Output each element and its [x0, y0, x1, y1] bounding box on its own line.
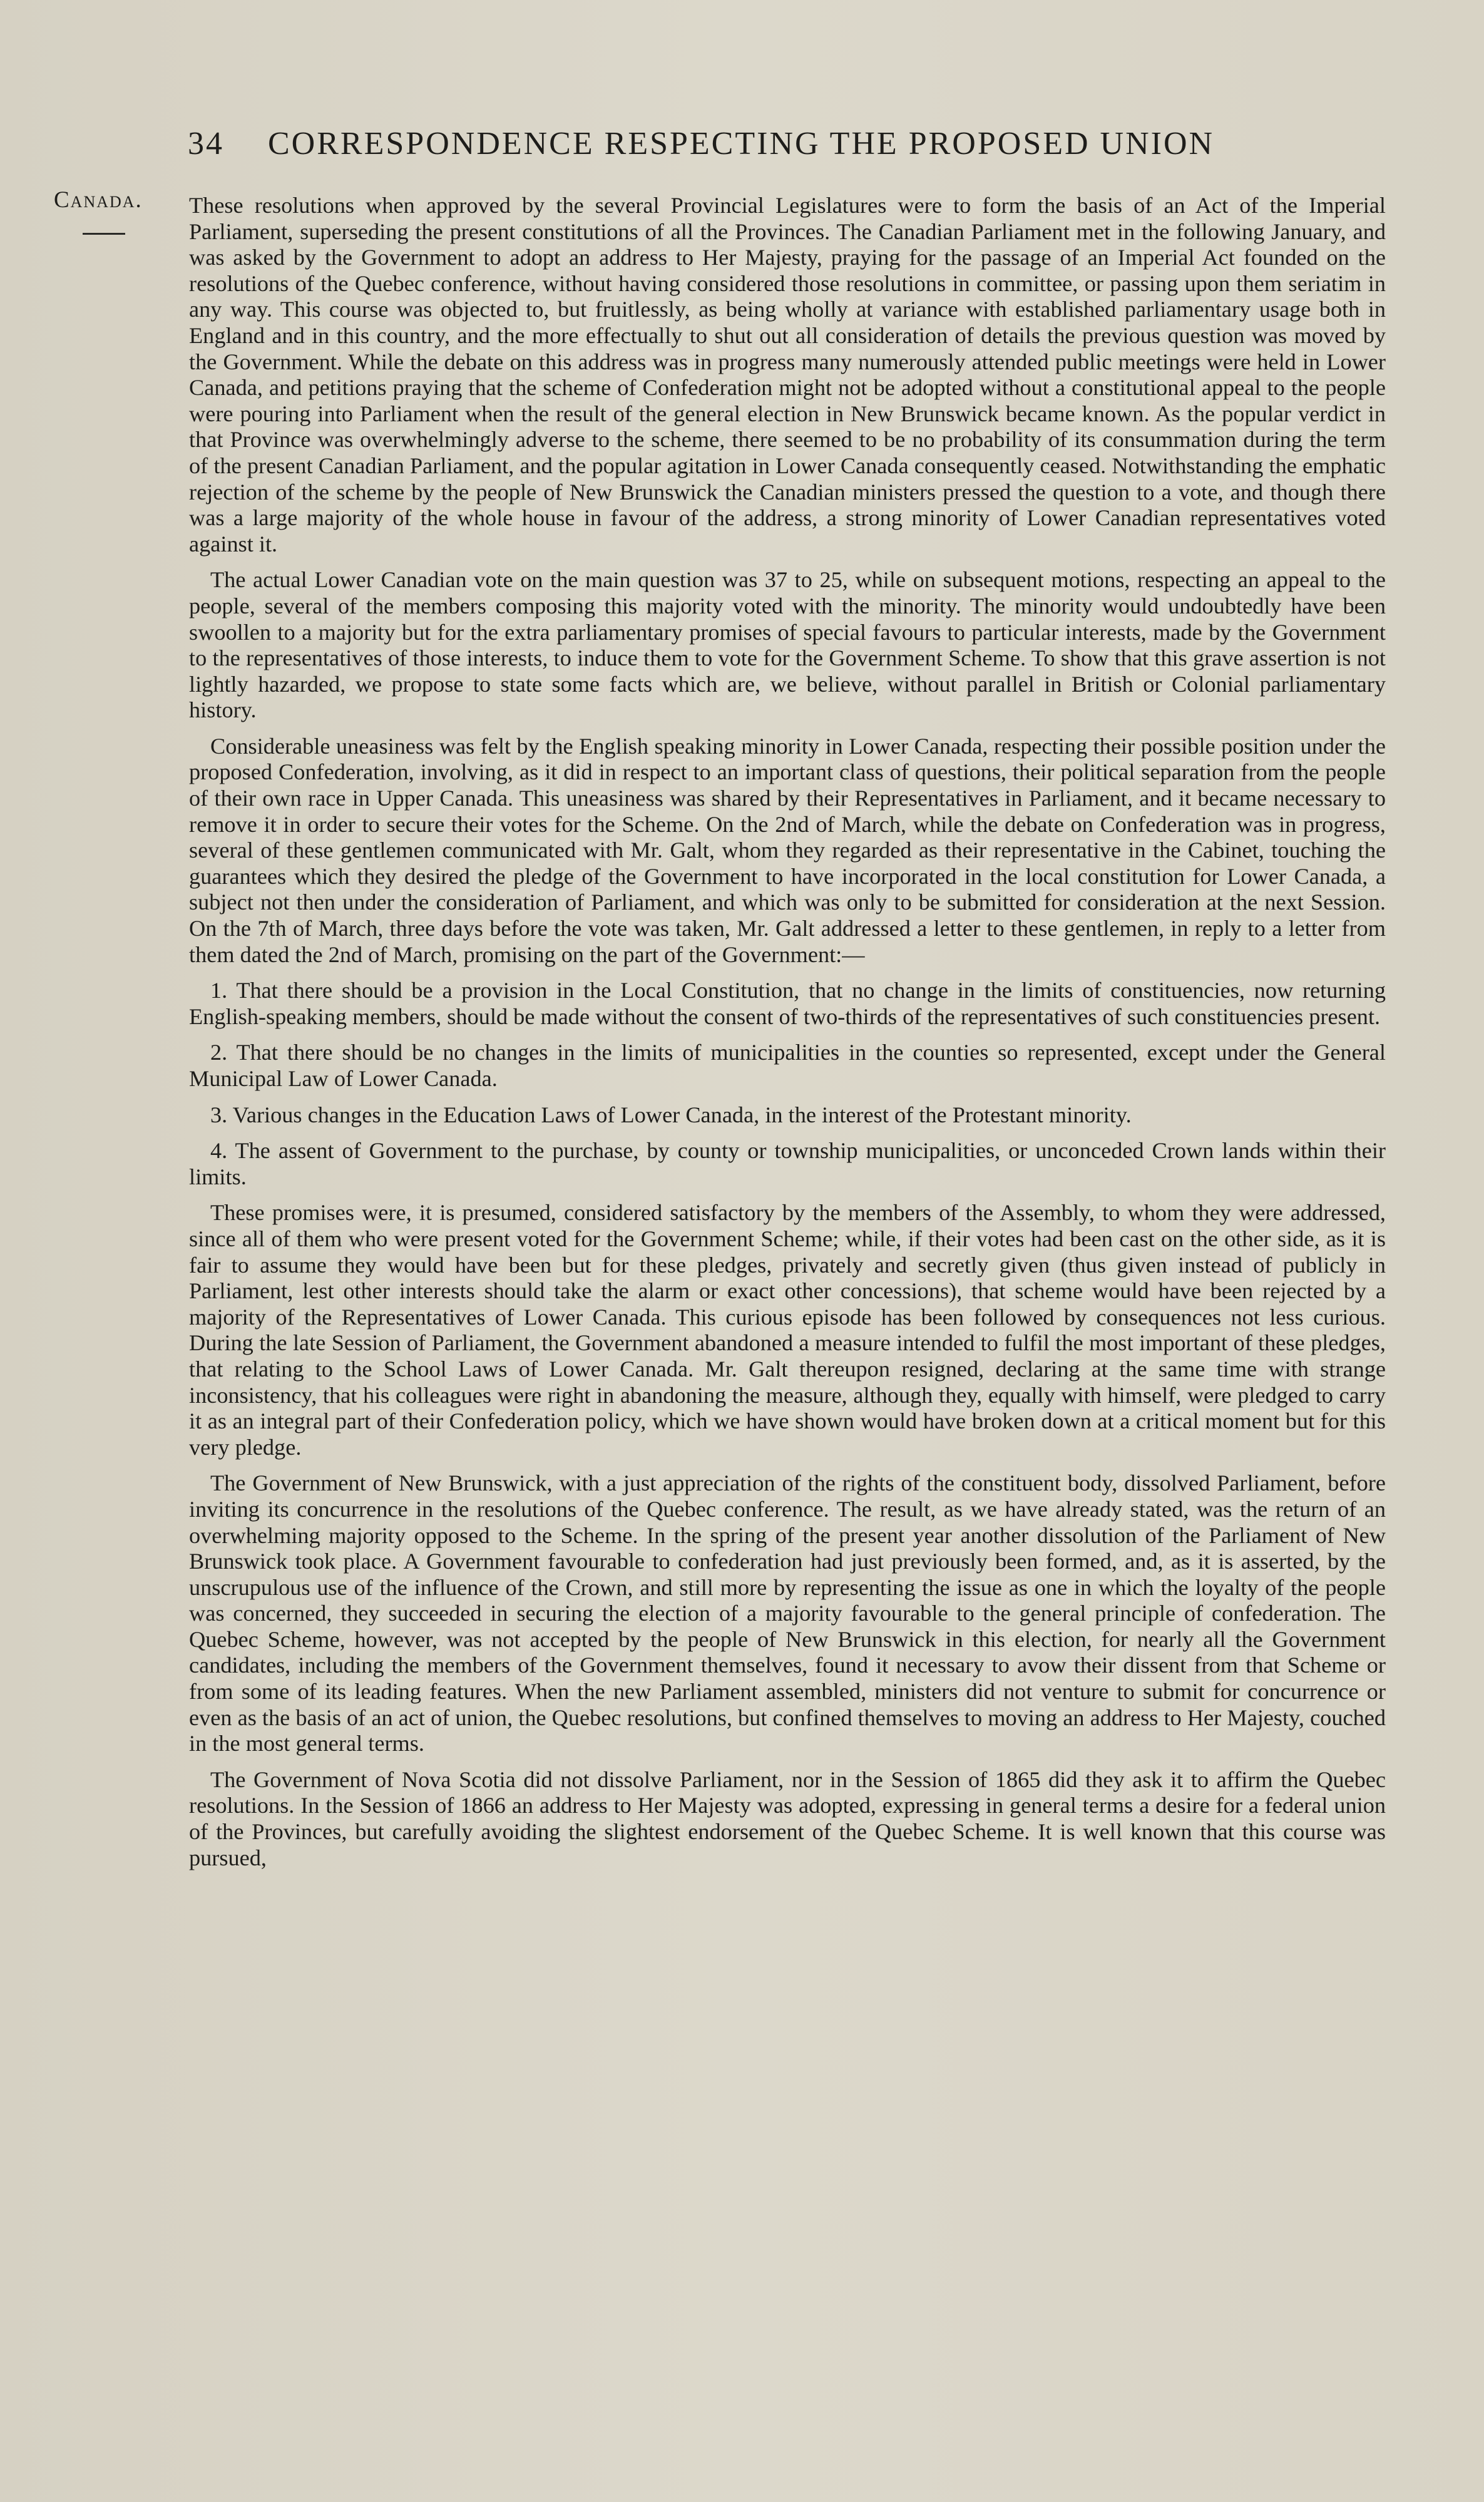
paragraph: The Government of New Brunswick, with a just appreciation of the rights of the constituent body, dissolved Parliament, before inviting its concurrence in the resolutions of the Quebec conference. The result, as we have already stated, was the return of an overwhelming majority opposed to the Scheme. In the spring of the present year another dissolution of the Parliament of New Brunswick took place. A Government favourable to confederation had just previously been formed, and, as it is asserted, by the unscrupulous use of the influence of the Crown, and still more by representing the issue as one in which the loyalty of the people was concerned, they succeeded in securing the election of a majority favourable to the general principle of confederation. The Quebec Scheme, however, was not accepted by the people of New Brunswick in this election, for nearly all the Government candidates, including the members of the Government themselves, found it necessary to avow their dissent from that Scheme or from some of its leading features. When the new Parliament assembled, ministers did not venture to submit for concurrence or even as the basis of an act of union, the Quebec resolutions, but confined themselves to moving an address to Her Majesty, couched in the most general terms.	[189, 1470, 1386, 1756]
paragraph: These resolutions when approved by the several Provincial Legislatures were to form the basis of an Act of the Imperial Parliament, superseding the present constitutions of all the Provinces. The Canadian Parliament met in the following January, and was asked by the Government to adopt an address to Her Majesty, praying for the passage of an Imperial Act founded on the resolutions of the Quebec conference, without having considered those resolutions in committee, or passing upon them seriatim in any way. This course was objected to, but fruitlessly, as being wholly at variance with established parliamentary usage both in England and in this country, and the more effectually to shut out all consideration of details the previous question was moved by the Government. While the debate on this address was in progress many numerously attended public meetings were held in Lower Canada, and petitions praying that the scheme of Confederation might not be adopted without a constitutional appeal to the people were pouring into Parliament when the result of the general election in New Brunswick became known. As the popular verdict in that Province was overwhelmingly adverse to the scheme, there seemed to be no probability of its consummation during the term of the present Canadian Parliament, and the popular agitation in Lower Canada consequently ceased. Notwithstanding the emphatic rejection of the scheme by the people of New Brunswick the Canadian ministers pressed the question to a vote, and though there was a large majority of the whole house in favour of the address, a strong minority of Lower Canadian representatives voted against it.	[189, 193, 1386, 556]
list-item: 1. That there should be a provision in the Local Constitution, that no change in the limits of constituencies, now returning English-speaking members, should be made without the consent of two-thirds of the representatives of such constituencies present.	[189, 978, 1386, 1029]
margin-note-rule	[83, 233, 125, 235]
margin-note: Canada.	[54, 187, 143, 213]
paragraph: Considerable uneasiness was felt by the English speaking minority in Lower Canada, respecting their possible position under the proposed Confederation, involving, as it did in respect to an important class of questions, their political separation from the people of their own race in Upper Canada. This uneasiness was shared by their Representatives in Parliament, and it became necessary to remove it in order to secure their votes for the Scheme. On the 2nd of March, while the debate on Confederation was in progress, several of these gentlemen communicated with Mr. Galt, whom they regarded as their representative in the Cabinet, touching the guarantees which they desired the pledge of the Government to have incorporated in the local constitution for Lower Canada, a subject not then under the consideration of Parliament, and which was only to be submitted for consideration at the next Session. On the 7th of March, three days before the vote was taken, Mr. Galt addressed a letter to these gentlemen, in reply to a letter from them dated the 2nd of March, promising on the part of the Government:—	[189, 733, 1386, 967]
list-item: 2. That there should be no changes in the limits of municipalities in the counties so represented, except under the General Municipal Law of Lower Canada.	[189, 1040, 1386, 1091]
running-title: CORRESPONDENCE RESPECTING THE PROPOSED UNION	[268, 126, 1215, 162]
list-item: 4. The assent of Government to the purchase, by county or township municipalities, or unconceded Crown lands within their limits.	[189, 1138, 1386, 1189]
page-number: 34	[188, 126, 224, 162]
running-header	[188, 125, 1314, 162]
paragraph: The actual Lower Canadian vote on the main question was 37 to 25, while on subsequent motions, respecting an appeal to the people, several of the members composing this majority voted with the minority. The minority would undoubtedly have been swoollen to a majority but for the extra parliamentary promises of special favours to particular interests, made by the Government to the representatives of those interests, to induce them to vote for the Government Scheme. To show that this grave assertion is not lightly hazarded, we propose to state some facts which are, we believe, without parallel in British or Colonial parliamentary history.	[189, 567, 1386, 723]
paragraph: These promises were, it is presumed, considered satisfactory by the members of the Assembly, to whom they were addressed, since all of them who were present voted for the Government Scheme; while, if their votes had been cast on the other side, as it is fair to assume they would have been but for these pledges, privately and secretly given (thus given instead of publicly in Parliament, lest other interests should take the alarm or exact other concessions), that scheme would have been rejected by a majority of the Representatives of Lower Canada. This curious episode has been followed by consequences not less curious. During the late Session of Parliament, the Government abandoned a measure intended to fulfil the most important of these pledges, that relating to the School Laws of Lower Canada. Mr. Galt thereupon resigned, declaring at the same time with strange inconsistency, that his colleagues were right in abandoning the measure, although they, equally with himself, were pledged to carry it as an integral part of their Confederation policy, which we have shown would have broken down at a critical moment but for this very pledge.	[189, 1200, 1386, 1460]
list-item: 3. Various changes in the Education Laws of Lower Canada, in the interest of the Protestant minority.	[210, 1102, 1132, 1127]
body-text	[189, 193, 1386, 1881]
paragraph: The Government of Nova Scotia did not dissolve Parliament, nor in the Session of 1865 did they ask it to affirm the Quebec resolutions. In the Session of 1866 an address to Her Majesty was adopted, expressing in general terms a desire for a federal union of the Provinces, but carefully avoiding the slightest endorsement of the Quebec Scheme. It is well known that this course was pursued,	[189, 1766, 1386, 1870]
